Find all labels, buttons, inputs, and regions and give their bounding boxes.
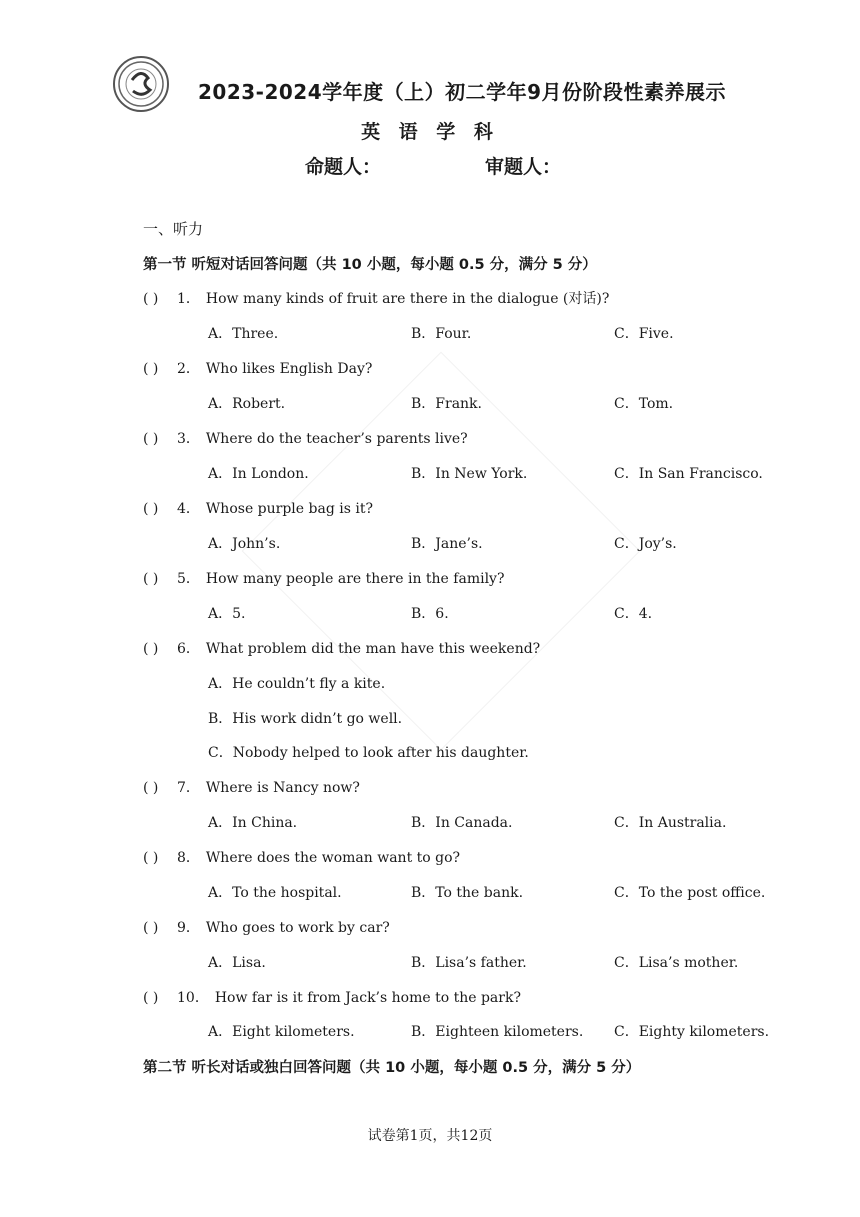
question-6: ( ) 6． What problem did the man have this weekend? [143,641,541,657]
option-a: A．John’s. [208,536,281,552]
option-b: B．Four. [411,326,472,342]
answer-blank[interactable]: ( ) [143,850,159,866]
answer-blank[interactable]: ( ) [143,571,159,587]
page-footer: 试卷第1页，共12页 [367,1128,493,1144]
reviewer-label: 审题人： [485,156,562,178]
question-2: ( ) 2． Who likes English Day? [143,361,373,377]
question-8: ( ) 8． Where does the woman want to go? [143,850,461,866]
option-c: C．In San Francisco. [614,466,763,482]
option-c: C．Lisa’s mother. [614,955,739,971]
section-heading: 一、听力 [143,220,204,238]
option-a: A．Eight kilometers. [208,1024,355,1040]
question-4: ( ) 4． Whose purple bag is it? [143,501,373,517]
option-b: B．In New York. [411,466,528,482]
question-9: ( ) 9． Who goes to work by car? [143,920,390,936]
option-b: B．6. [411,606,449,622]
option-b: B．His work didn’t go well. [208,711,403,727]
option-b: B．Jane’s. [411,536,483,552]
option-b: B．Frank. [411,396,482,412]
answer-blank[interactable]: ( ) [143,641,159,657]
option-a: A．Lisa. [208,955,266,971]
part1-heading: 第一节 听短对话回答问题（共 10 小题，每小题 0.5 分，满分 5 分） [143,257,597,273]
answer-blank[interactable]: ( ) [143,920,159,936]
option-a: A．He couldn’t fly a kite. [208,676,386,692]
option-b: B．Lisa’s father. [411,955,527,971]
option-b: B．Eighteen kilometers. [411,1024,584,1040]
option-c: C．Eighty kilometers. [614,1024,770,1040]
option-b: B．To the bank. [411,885,524,901]
answer-blank[interactable]: ( ) [143,361,159,377]
option-c: C．In Australia. [614,815,727,831]
answer-blank[interactable]: ( ) [143,431,159,447]
option-a: A．In China. [208,815,298,831]
subject-title: 英 语 学 科 [361,121,499,143]
question-3: ( ) 3． Where do the teacher’s parents live? [143,431,468,447]
question-10: ( ) 10． How far is it from Jack’s home to the park? [143,990,521,1006]
answer-blank[interactable]: ( ) [143,291,159,307]
question-1: ( ) 1． How many kinds of fruit are there in the dialogue (对话)? [143,291,610,307]
option-c: C．Nobody helped to look after his daughter. [208,745,529,761]
option-a: A．Robert. [208,396,286,412]
option-a: A．In London. [208,466,309,482]
option-c: C．Joy’s. [614,536,677,552]
question-7: ( ) 7． Where is Nancy now? [143,780,360,796]
answer-blank[interactable]: ( ) [143,501,159,517]
answer-blank[interactable]: ( ) [143,780,159,796]
part2-heading: 第二节 听长对话或独白回答问题（共 10 小题，每小题 0.5 分，满分 5 分） [143,1060,641,1076]
page-title: 2023-2024学年度（上）初二学年9月份阶段性素养展示 [198,80,727,104]
option-c: C．4. [614,606,653,622]
option-c: C．To the post office. [614,885,766,901]
option-a: A．To the hospital. [208,885,342,901]
setter-label: 命题人： [305,156,382,178]
option-b: B．In Canada. [411,815,513,831]
option-c: C．Tom. [614,396,674,412]
option-a: A．Three. [208,326,279,342]
option-a: A．5. [208,606,246,622]
school-logo-icon [113,56,169,112]
question-5: ( ) 5． How many people are there in the family? [143,571,505,587]
answer-blank[interactable]: ( ) [143,990,159,1006]
option-c: C．Five. [614,326,674,342]
